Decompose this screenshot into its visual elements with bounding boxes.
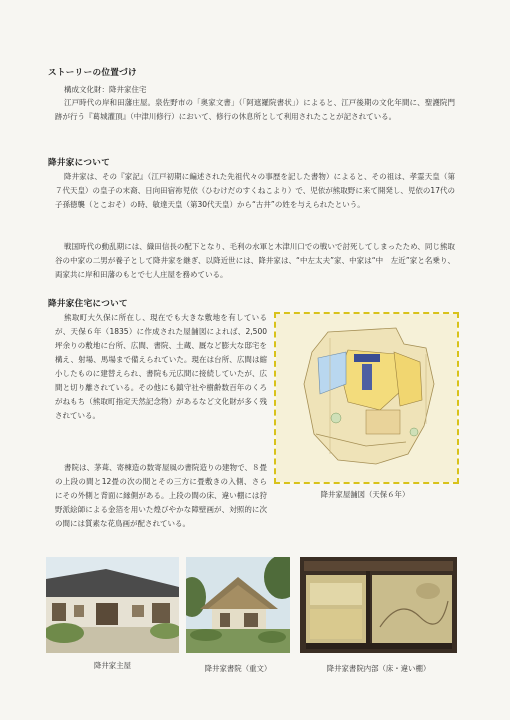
paragraph-furui-sengoku: 戦国時代の動乱期には、織田信長の配下となり、毛利の水軍と木津川口での戦いで討死してしまったため、同じ熊取谷の中家の二男が養子として降井家を継ぎ、以降近世には、降井家は、“中左太夫”家、中家は“中 左近”家と名乗り、両家共に岸和田藩のもとで七人庄屋を務めている。 bbox=[55, 242, 455, 279]
main-house-caption: 降井家主屋 bbox=[94, 661, 131, 670]
section-heading-furui-family: 降井家について bbox=[48, 158, 111, 168]
shoin-interior-caption: 降井家書院内部（床・違い棚） bbox=[326, 664, 431, 673]
estate-map-caption: 降井家屋舗図（天保６年） bbox=[320, 490, 410, 499]
paragraph-furui-origin: 降井家は、その『家記』（江戸初期に編述された先祖代々の事歴を記した書物）によると、その祖は、孝霊天皇（第７代天皇）の皇子の末裔、日向田宿祢児依（ひむけだのすくねこより）で、児依が熊取野に来て開発し、児依の17代の子孫徳襲（とこおそ）の時、敏達天皇（第30代天皇）から“古井”の姓を与えられたという。 bbox=[55, 172, 455, 209]
section-heading-story: ストーリーの位置づけ bbox=[48, 68, 137, 78]
section-subheading-cultural-property: 構成文化財：降井家住宅 bbox=[64, 85, 147, 94]
paragraph-story: 江戸時代の岸和田藩庄屋。泉佐野市の「奥家文書」（「阿遮羅院書状」）によると、江戸後期の文化年間に、聖護院門跡が行う『葛城灌頂』（中津川修行）において、修行の休息所として利用されたことが記されている。 bbox=[55, 98, 455, 121]
main-house-photo bbox=[46, 557, 179, 653]
paragraph-house-estate: 熊取町大久保に所在し、現在でも大きな敷地を有しているが、天保６年（1835）に作成された屋舗図によれば、2,500坪余りの敷地に台所、広間、書院、土蔵、厩など膨大な邸宅を構え、射場、馬場まで備えられていた。現在は台所、広間は縮小したものに建替えられ、書院も元広間に接続していたが、広間と切り離されている。その他にも鎮守社や樹齢数百年のくろがねもち（熊取町指定天然記念物）があるなど文化財が多く残されている。 bbox=[55, 313, 267, 420]
estate-map-image bbox=[274, 312, 459, 484]
shoin-photo bbox=[186, 557, 290, 653]
shoin-interior-photo bbox=[300, 557, 457, 653]
shoin-caption: 降井家書院（重文） bbox=[204, 664, 272, 673]
section-heading-furui-house: 降井家住宅について bbox=[48, 299, 128, 309]
paragraph-shoin: 書院は、茅葺、寄棟造の数寄屋風の書院造りの建物で、８畳の上段の間と12畳の次の間とその三方に畳敷きの入側、さらにその外側と背面に縁側がある。上段の間の床、違い棚には狩野派絵師による金箔を用いた煌びやかな障壁画が、対照的に次の間には質素な花鳥画が配されている。 bbox=[55, 463, 267, 528]
